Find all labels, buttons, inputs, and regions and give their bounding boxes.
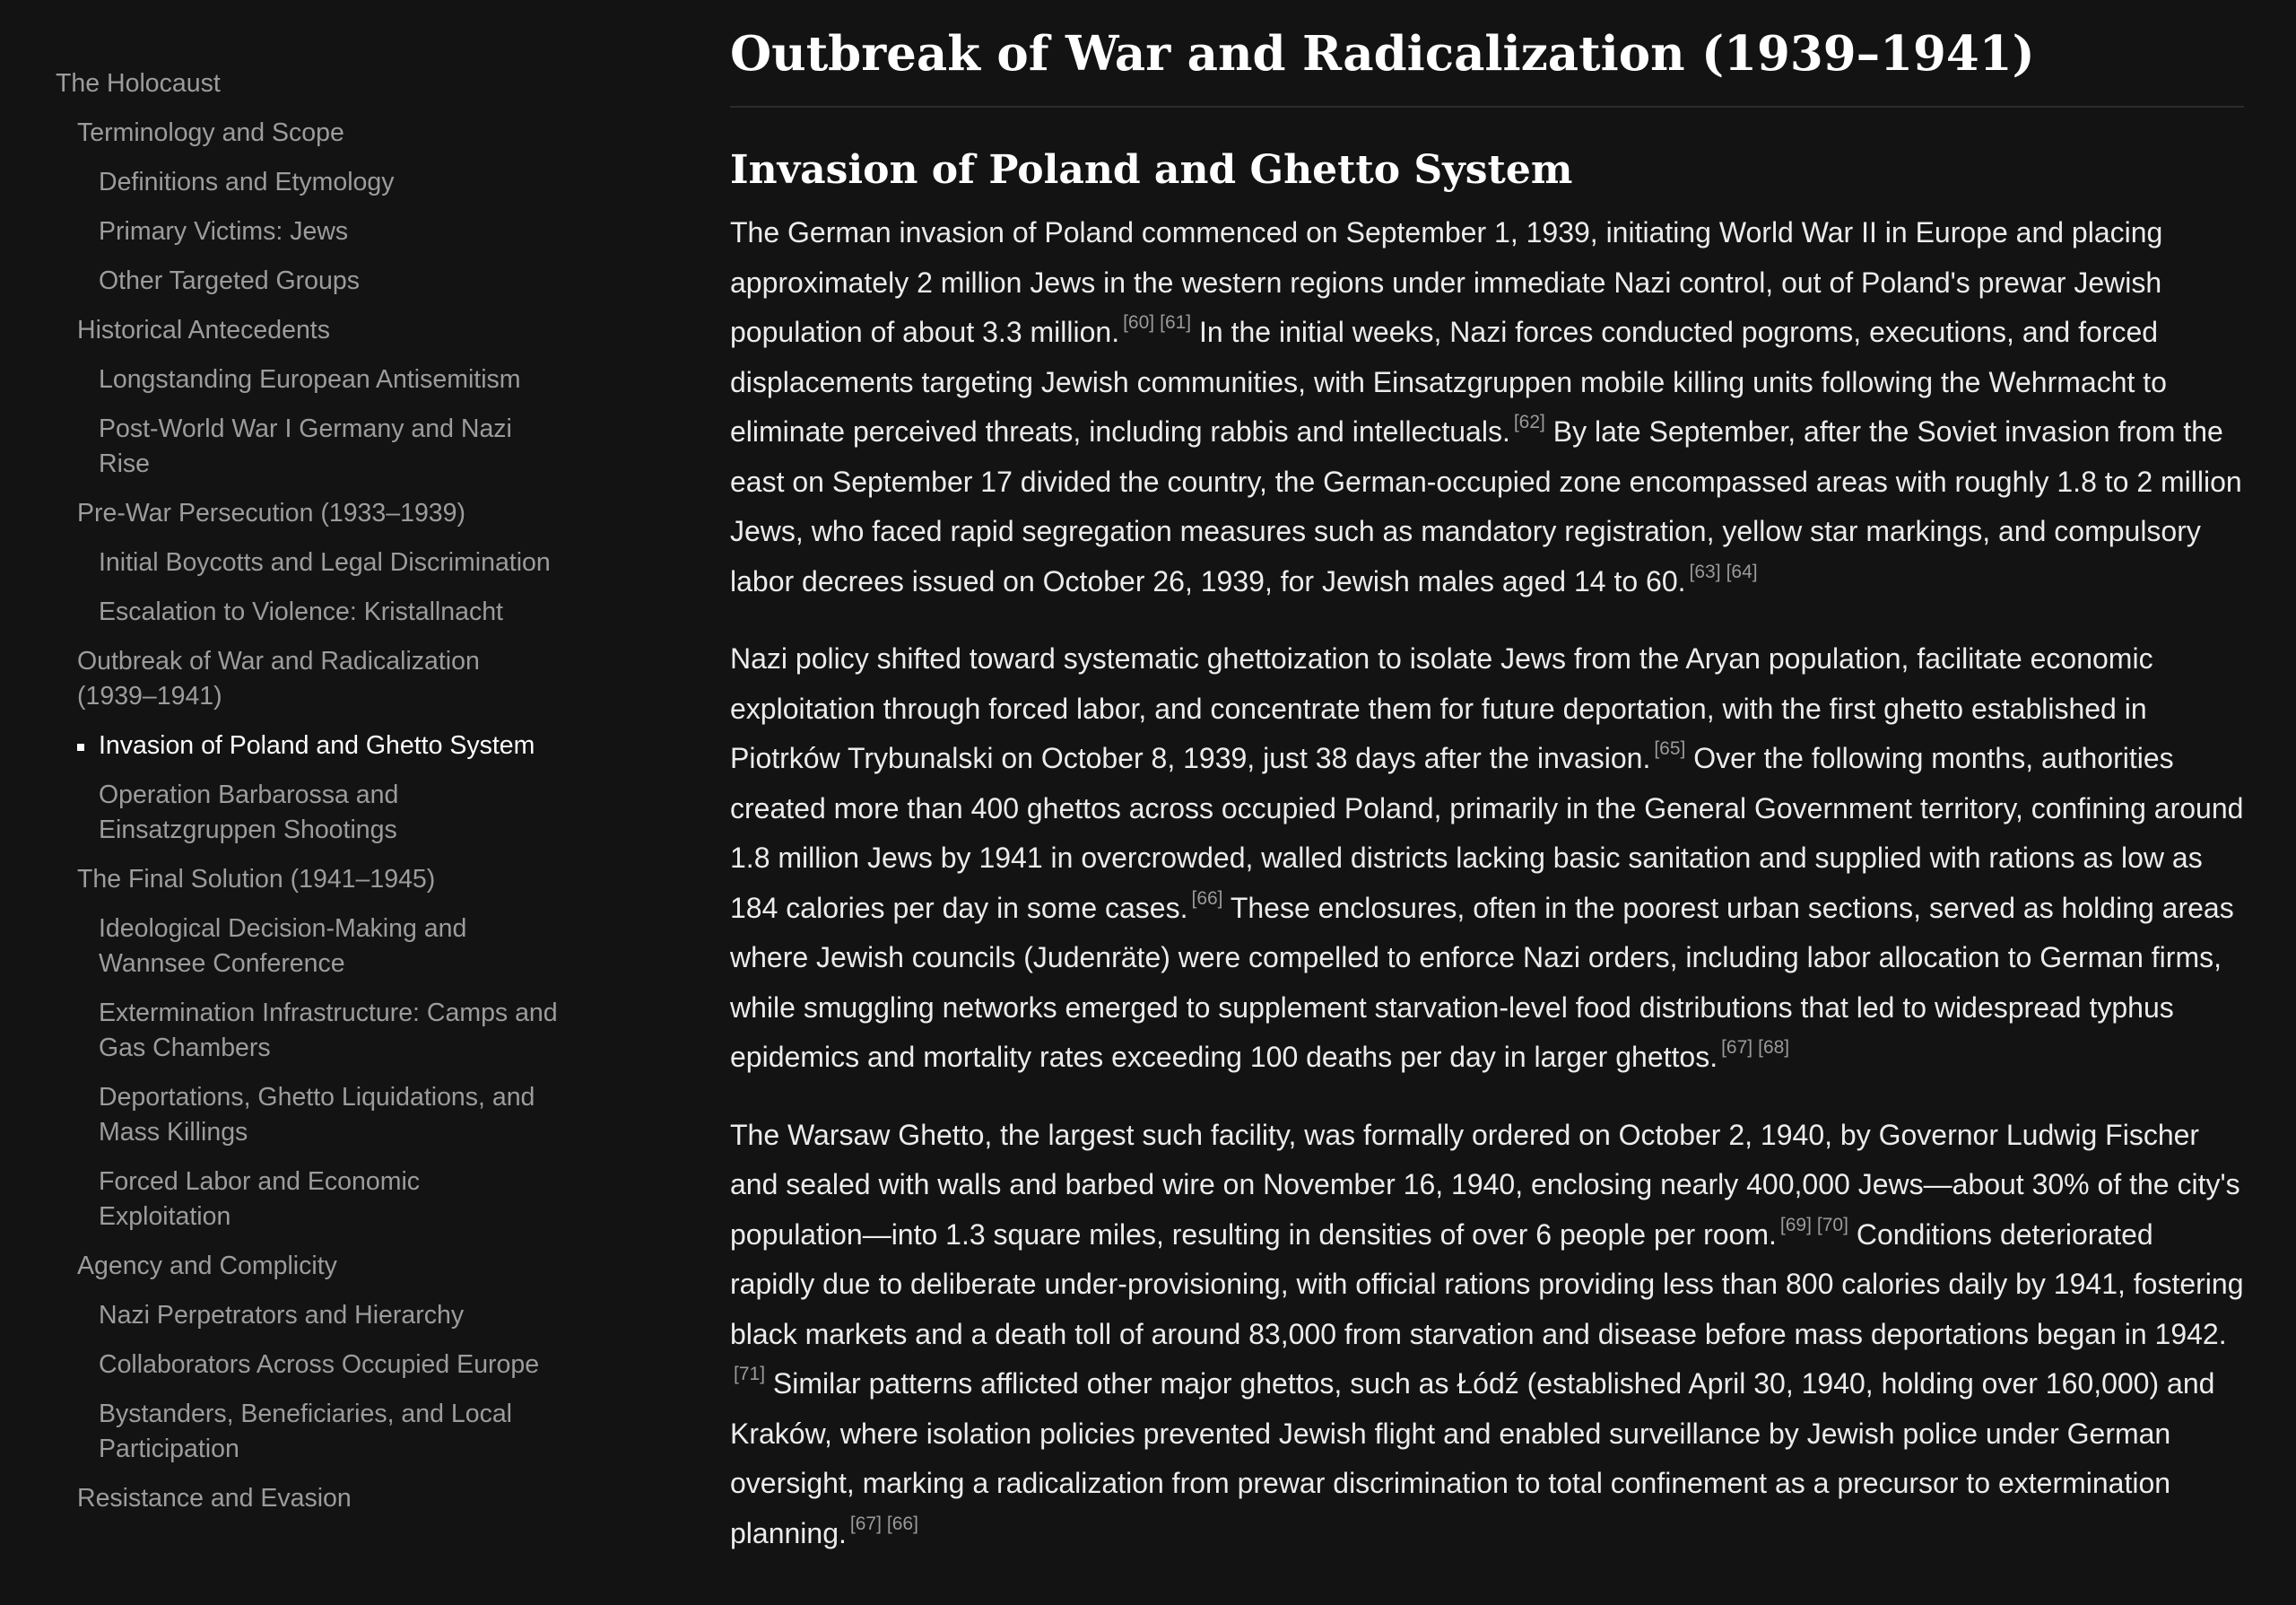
article-paragraph [730, 634, 2244, 1083]
toc-item[interactable]: Longstanding European Antisemitism [99, 365, 521, 394]
toc-item[interactable]: Agency and Complicity [77, 1252, 337, 1280]
toc-item[interactable]: The Holocaust [56, 69, 221, 98]
article-paragraph [730, 208, 2244, 606]
paragraph-text: Over the following months, authorities created more than 400 ghettos across occupied Poland, primarily in the General Government territory, confining around 1.8 million Jews by 1941 in overcrowded, walled districts lacking basic sanitation and supplied with rations as low as 184 calories per day in some cases. [730, 742, 2244, 924]
citation-link[interactable]: [62] [1513, 412, 1545, 432]
toc-item[interactable]: Ideological Decision-Making and Wannsee Conference [99, 914, 467, 978]
citation-link[interactable]: [69] [1779, 1214, 1812, 1235]
paragraph-text: The German invasion of Poland commenced on September 1, 1939, initiating World War II in Europe and placing approximately 2 million Jews in the western regions under immediate Nazi control, out of Poland's prewar Jewish population of about 3.3 million. [730, 216, 2163, 348]
paragraph-text: Nazi policy shifted toward systematic ghettoization to isolate Jews from the Aryan population, facilitate economic exploitation through forced labor, and concentrate them for future deportation, with the first ghetto established in Piotrków Trybunalski on October 8, 1939, just 38 days after the invasion. [730, 642, 2153, 774]
toc-item[interactable]: Primary Victims: Jews [99, 217, 349, 246]
citation-link[interactable]: [60] [1123, 312, 1155, 333]
citation-link[interactable]: [66] [886, 1513, 918, 1534]
article-body [730, 208, 2244, 1558]
toc-item[interactable]: Operation Barbarossa and Einsatzgruppen Shootings [99, 781, 399, 844]
citation-link[interactable]: [67] [849, 1513, 882, 1534]
citation-link[interactable]: [67] [1721, 1037, 1753, 1058]
toc-item[interactable]: Other Targeted Groups [99, 266, 360, 295]
citation-link[interactable]: [71] [734, 1364, 766, 1384]
toc-item[interactable]: Bystanders, Beneficiaries, and Local Participation [99, 1400, 513, 1463]
toc-item-active[interactable]: Invasion of Poland and Ghetto System [56, 721, 558, 771]
toc-item[interactable]: Escalation to Violence: Kristallnacht [99, 598, 503, 626]
toc-item[interactable]: Extermination Infrastructure: Camps and Gas Chambers [99, 999, 558, 1062]
paragraph-text: Conditions deteriorated rapidly due to deliberate under-provisioning, with official rations providing less than 800 calories daily by 1941, fostering black markets and a death toll of around 83,000 from starvation and disease before mass deportations began in 1942. [730, 1217, 2244, 1350]
toc-item[interactable]: Outbreak of War and Radicalization (1939–1941) [77, 647, 480, 711]
citation-link[interactable]: [61] [1160, 312, 1192, 333]
toc-item[interactable]: The Final Solution (1941–1945) [77, 865, 436, 894]
page-title: Outbreak of War and Radicalization (1939–1941) [730, 20, 2244, 108]
toc-item[interactable]: Nazi Perpetrators and Hierarchy [99, 1301, 465, 1330]
toc-item[interactable]: Initial Boycotts and Legal Discrimination [99, 548, 551, 577]
toc-item[interactable]: Deportations, Ghetto Liquidations, and Mass Killings [99, 1083, 535, 1147]
paragraph-text: By late September, after the Soviet invasion from the east on September 17 divided the country, the German-occupied zone encompassed areas with roughly 1.8 to 2 million Jews, who faced rapid segregation measures such as mandatory registration, yellow star markings, and compulsory labor decrees issued on October 26, 1939, for Jewish males aged 14 to 60. [730, 415, 2242, 598]
article-paragraph [730, 1111, 2244, 1559]
paragraph-text: Similar patterns afflicted other major ghettos, such as Łódź (established April 30, 1940, holding over 160,000) and Kraków, where isolation policies prevented Jewish flight and enabled surveillance by Jewish police under German oversight, marking a radicalization from prewar discrimination to total confinement as a precursor to extermination planning. [730, 1367, 2215, 1549]
toc-item[interactable]: Post-World War I Germany and Nazi Rise [99, 414, 512, 478]
toc-item[interactable]: Definitions and Etymology [99, 168, 395, 196]
article-main [730, 20, 2244, 1586]
toc-item[interactable]: Terminology and Scope [77, 118, 344, 147]
citation-link[interactable]: [70] [1816, 1214, 1848, 1235]
paragraph-text: These enclosures, often in the poorest urban sections, served as holding areas where Jewish councils (Judenräte) were compelled to enforce Nazi orders, including labor allocation to German firms, while smuggling networks emerged to supplement starvation-level food distributions that led to widespread typhus epidemics and mortality rates exceeding 100 deaths per day in larger ghettos. [730, 891, 2234, 1073]
table-of-contents [56, 59, 558, 1523]
toc-item[interactable]: Forced Labor and Economic Exploitation [99, 1167, 421, 1231]
paragraph-text: In the initial weeks, Nazi forces conducted pogroms, executions, and forced displacements targeting Jewish communities, with Einsatzgruppen mobile killing units following the Wehrmacht to eliminate perceived threats, including rabbis and intellectuals. [730, 316, 2167, 448]
toc-item[interactable]: Resistance and Evasion [77, 1484, 352, 1513]
citation-link[interactable]: [63] [1689, 561, 1721, 582]
citation-link[interactable]: [65] [1654, 738, 1686, 759]
citation-link[interactable]: [64] [1726, 561, 1758, 582]
toc-item[interactable]: Pre-War Persecution (1933–1939) [77, 499, 465, 528]
paragraph-text: The Warsaw Ghetto, the largest such facility, was formally ordered on October 2, 1940, by Governor Ludwig Fischer and sealed with walls and barbed wire on November 16, 1940, enclosing nearly 400,000 Jews—about 30% of the city's population—into 1.3 square miles, resulting in densities of over 6 people per room. [730, 1118, 2240, 1251]
toc-item[interactable]: Historical Antecedents [77, 316, 330, 345]
section-heading: Invasion of Poland and Ghetto System [730, 147, 1573, 193]
citation-link[interactable]: [68] [1758, 1037, 1790, 1058]
citation-link[interactable]: [66] [1191, 887, 1223, 909]
toc-item[interactable]: Collaborators Across Occupied Europe [99, 1350, 540, 1379]
